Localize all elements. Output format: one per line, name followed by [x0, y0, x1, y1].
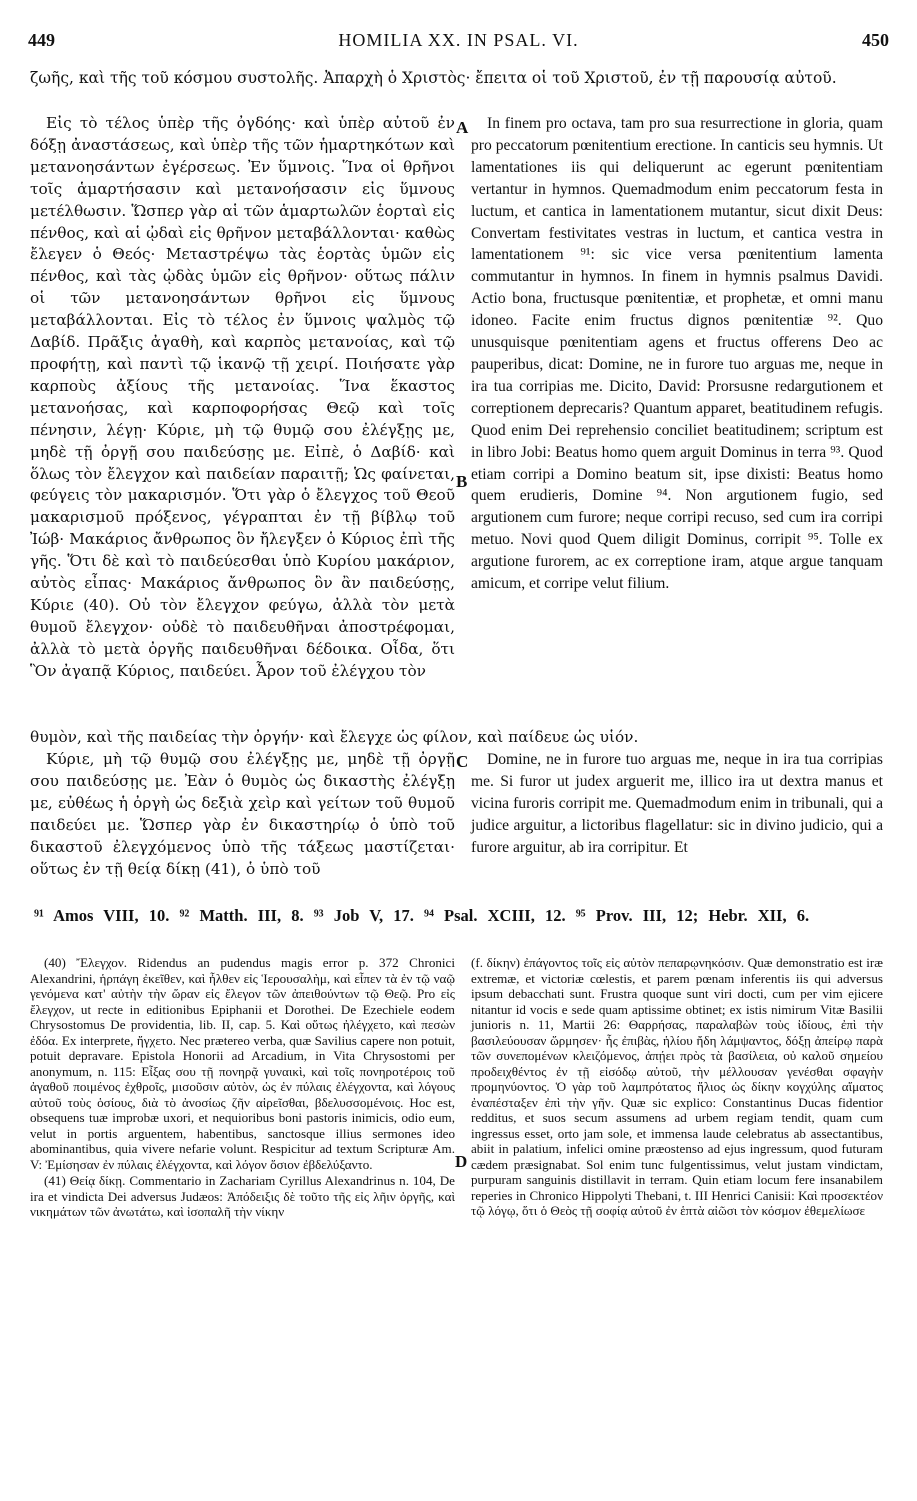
scripture-references: ⁹¹ Amos VIII, 10. ⁹² Matth. III, 8. ⁹³ Job V, 17. ⁹⁴ Psal. XCIII, 12. ⁹⁵ Prov. III, 12; Hebr. XII, 6. [34, 906, 810, 925]
greek-column-2 [30, 749, 455, 880]
margin-letter-d: D [455, 1152, 468, 1171]
latin-paragraph-2: Domine, ne in furore tuo arguas me, neque in ira tua corripias me. Si furor ut judex arguerit me, illico ira ut dextra manus et vicina furoris corripit me. Quemadmodum enim in tribunali, qui a judice arguitur, a lictoribus flagellatur: sic in divino judicio, qui a furore arguitur, ab ira corripitur. Et [471, 751, 883, 856]
latin-paragraph: In finem pro octava, tam pro sua resurrectione in gloria, quam pro peccatorum pœnitentium erectione. In canticis seu hymnis. Ut lamentationes iis qui deliquerunt ac egerunt pœnitentiam vertantur in hymnos. Quemadmodum enim peccatorum festa in luctum, et cantica in lamentationem mutantur, sicut dixit Deus: Convertam festivitates vestras in luctum, et cantica vestra in lamentationem ⁹¹: sic vice versa pœnitentium lamenta commutantur in hymnos. In finem in hymnis psalmus Davidi. Actio bona, fructusque pœnitentiæ, et prophetæ, et omni manu idoneo. Facite enim fructus dignos pœnitentiæ ⁹². Quo unusquisque pœnitentiam agens et fructus offerens Deo ac pauperibus, dicat: Domine, ne in furore tuo arguas me, neque in ira tua corripias me. Dicito, David: Prorsusne redargutionem et correptionem deprecaris? Quantum apparet, beatitudinem refugis. Quod enim Dei reprehensio conciliet beatitudinem; scriptum est in libro Jobi: Beatus homo quem arguit Dominus in terra ⁹³. Quod etiam corripi a Domino beatum sit, ipse dixisti: Beatus homo quem erudieris, Domine ⁹⁴. Non argutionem fugio, sed argutionem cum furore; neque corripi recuso, sed cum ira corripi metuo. Novi quod Quem diligit Dominus, corripit ⁹⁵. Tolle ex argutione furorem, ac ex correptione iram, atque argue tanquam amicum, et corripe velut filium. [471, 115, 883, 593]
greek-column [30, 113, 455, 683]
carryover-line: ζωῆς, καὶ τῆς τοῦ κόσμου συστολῆς. Ἀπαρχὴ ὁ Χριστὸς· ἔπειτα οἱ τοῦ Χριστοῦ, ἐν τῇ παρουσίᾳ αὐτοῦ. [30, 69, 837, 87]
margin-letter-b: B [456, 472, 468, 491]
page-number-left: 449 [28, 30, 55, 50]
note-40: (40) Ἔλεγχον. Ridendus an pudendus magis error p. 372 Chronici Alexandrini, ἡρπάγη ἐκεῖθεν, καὶ ἦλθεν εἰς Ἱερουσαλὴμ, καὶ εἶπεν τὰ ἐν τῷ ναῷ γενόμενα κατ' αὐτὴν τὴν ὥραν εἰς ἔλεγον τῶν ἀπειθούντων τῷ Θεῷ. Pro εἰς ἔλεγχον, ut recte in editionibus Epiphanii et Dorothei. De Ezechiele eodem Chrysostomus De providentia, lib. II, cap. 5. Καὶ οὕτως ἠλέγχετο, καὶ πεσὼν ἐδόα. Ex interprete, ἤγχετο. Nec prætereo verba, quæ Savilius capere non potuit, potuit depravare. Epistola Honorii ad Arcadium, in Vita Chrysostomi per anonymum, n. 115: Εἶξας σου τῇ πονηρᾷ γυναικὶ, καὶ τοῖς πονηροτέροις τοῦ ἀγαθοῦ ποιμένος ἐχθροῖς, μισοῦσιν αὐτὸν, ὡς ἐν πύλαις ἐλέγχοντα, καὶ λόγους αὐτοῦ τοὺς ὁσίους, διὰ τὸ ἀνοσίως ζῆν αἱρεῖσθαι, βδελυσσομένοις. Hoc est, obsequens tuæ improbæ uxori, et nequioribus boni pastoris inimicis, odio eum, velut in portis arguentem, habentibus, sanctosque illius sermones ideo abominantibus, quia vivere nefarie volunt. Respicitur ad textum Scripturæ Am. V: Ἐμίσησαν ἐν πύλαις ἐλέγχοντα, καὶ λόγον ὅσιον ἐβδελύξαντο. [30, 955, 455, 1172]
full-width-line [30, 726, 890, 748]
running-title: HOMILIA XX. IN PSAL. VI. [338, 30, 579, 50]
note-41-continued: (f. δίκην) ἐπάγοντος τοῖς εἰς αὐτὸν πεπαρῳνηκόσιν. Quæ demonstratio est iræ extremæ, et victoriæ cœlestis, et parem pœnam inferentis iis qui adversus ipsum debacchati sunt. Frustra quoque sunt viri docti, cum per vim ejicere nitantur id vocis e sede quam aptissime obtinet; ex istis nimirum Vitæ Basilii junioris n. 11, Martii 26: Θαρρήσας, παραλαβὼν τοὺς ἰδίους, ἐπὶ τὴν βασιλεύουσαν ὥρμησεν· ἧς ἐπιβὰς, ἡλίου ἤδη λάμψαντος, δόξῃ ἀπείρῳ παρὰ τῶν συνεπομένων κλειζόμενος, ἀπῄει πρὸς τὰ βασίλεια, οὐ καλοῦ σημείου προδειχθέντος ἐν τῇ εἰσόδῳ αὐτοῦ, τὴν μέλλουσαν γενέσθαι σφαγὴν προμηνύοντος. Ὁ γὰρ τοῦ λαμπρότατος ἥλιος ὡς δίκην κογχύλης αἵματος ἐναπέσταξεν ἐπὶ τὴν γῆν. Quæ sic explico: Constantinus Ducas fidentior redditus, et suos secum assumens ad urbem regiam tendit, quam cum ingressus esset, orto jam sole, et immensa laude celebratus ab assectantibus, abiit in palatium, infelici omine præostenso ad ejus ingressum, quod futuram cædem præsignabat. Sol enim tunc fulgentissimus, velut justam vindictam, purpuram sanguinis distillavit in terram. Quin etiam locum fere insanabilem reperies in Chronico Hippolyti Thebani, t. III Henrici Canisii: Καὶ προσεκτέον τῷ λόγῳ, ὅτι ὁ Θεὸς τῇ σοφίᾳ αὐτοῦ ἐν ἑπτὰ αἰῶσι τὸν κόσμον ἐθεμελίωσε [471, 955, 883, 1218]
greek-paragraph: Εἰς τὸ τέλος ὑπὲρ τῆς ὀγδόης· καὶ ὑπὲρ αὐτοῦ ἐν δόξῃ ἀναστάσεως, καὶ ὑπὲρ τῆς τῶν ἡμαρτηκότων καὶ μετανοησάντων ἐγέρσεως. Ἐν ὕμνοις. Ἵνα οἱ θρῆνοι τοῖς ἁμαρτήσασιν καὶ μετανοήσασιν εἰς ὕμνους μετέλθωσιν. Ὥσπερ γὰρ αἱ τῶν ἁμαρτωλῶν ἑορταὶ εἰς πένθος, καὶ αἱ ᾠδαὶ εἰς θρῆνον μεταβάλλονται· καθὼς ἔλεγεν ὁ Θεός· Μεταστρέψω τὰς ἑορτὰς ὑμῶν εἰς πένθος, καὶ τὰς ᾠδὰς ὑμῶν εἰς θρῆνον· οὕτως πάλιν οἱ τῶν μετανοησάντων θρῆνοι εἰς ὕμνους μεταβάλλονται. Εἰς τὸ τέλος ἐν ὕμνοις ψαλμὸς τῷ Δαβίδ. Πρᾶξις ἀγαθὴ, καὶ καρπὸς μετανοίας, καὶ τῷ προφήτῃ, καὶ παντὶ τῷ ἱκανῷ τῇ χειρί. Ποιήσατε γὰρ καρποὺς ἀξίους τῆς μετανοίας. Ἵνα ἕκαστος μετανοήσας, καὶ καρποφορήσας Θεῷ καὶ τοῖς πένησιν, λέγῃ· Κύριε, μὴ τῷ θυμῷ σου ἐλέγξῃς με, μηδὲ τῇ ὀργῇ σου παιδεύσῃς με. Εἰπὲ, ὁ Δαβίδ· καὶ ὅλως τὸν ἔλεγχον καὶ παιδείαν παραιτῇ; Ὡς φαίνεται, φεύγεις τὸν μακαρισμόν. Ὅτι γὰρ ὁ ἔλεγχος τοῦ Θεοῦ μακαρισμοῦ πρόξενος, γέγραπται ἐν τῇ βίβλῳ τοῦ Ἰώβ· Μακάριος ἄνθρωπος ὃν ἤλεγξεν ὁ Κύριος ἐπὶ τῆς γῆς. Ὅτι δὲ καὶ τὸ παιδεύεσθαι ὑπὸ Κυρίου μακάριον, αὐτὸς εἶπας· Μακάριος ἄνθρωπος ὃν ἂν παιδεύσῃς, Κύριε (40). Οὐ τὸν ἔλεγχον φεύγω, ἀλλὰ τὸν μετὰ θυμοῦ ἔλεγχον· οὐδὲ τὸ παιδευθῆναι ἀποστρέφομαι, ἀλλὰ τὸ μετὰ ὀργῆς παιδευθῆναι δέδοικα. Οἶδα, ὅτι Ὃν ἀγαπᾷ Κύριος, παιδεύει. Ἆρον τοῦ ἐλέγχου τὸν [30, 114, 455, 680]
running-header [28, 30, 889, 60]
notes-left-column [30, 955, 455, 1221]
margin-letter-c: C [456, 752, 469, 771]
greek-paragraph-2: Κύριε, μὴ τῷ θυμῷ σου ἐλέγξῃς με, μηδὲ τῇ ὀργῇ σου παιδεύσῃς με. Ἐὰν ὁ θυμὸς ὡς δικαστὴς ἐλέγξῃ με, εὐθέως ἡ ὀργὴ ὡς δεξιὰ χεὶρ καὶ γείτων τοῦ θυμοῦ παιδεύει με. Ὥσπερ γὰρ ἐν δικαστηρίῳ ὁ ὑπὸ τοῦ δικαστοῦ ἐλεγχόμενος ὑπὸ τῆς τάξεως μαστίζεται· οὕτως ἐν τῇ θείᾳ δίκῃ (41), ὁ ὑπὸ τοῦ [30, 750, 455, 878]
notes-right-column [471, 955, 883, 1220]
greek-continuation: θυμὸν, καὶ τῆς παιδείας τὴν ὀργήν· καὶ ἔλεγχε ὡς φίλον, καὶ παίδευε ὡς υἱόν. [30, 728, 639, 746]
latin-column [471, 113, 883, 595]
page-number-right: 450 [862, 30, 889, 50]
note-41: (41) Θείᾳ δίκῃ. Commentario in Zachariam Cyrillus Alexandrinus n. 104, De ira et vindicta Dei adversus Judæos: Ἀπόδειξις δὲ τοῦτο τῆς εἰς λῆιν ὀργῆς, καὶ νικημάτων τῶν ἀνωτάτω, καὶ ἰσοπαλῆ τὴν νίκην [30, 1173, 455, 1219]
margin-letter-a: A [456, 118, 469, 137]
latin-column-2 [471, 749, 883, 859]
